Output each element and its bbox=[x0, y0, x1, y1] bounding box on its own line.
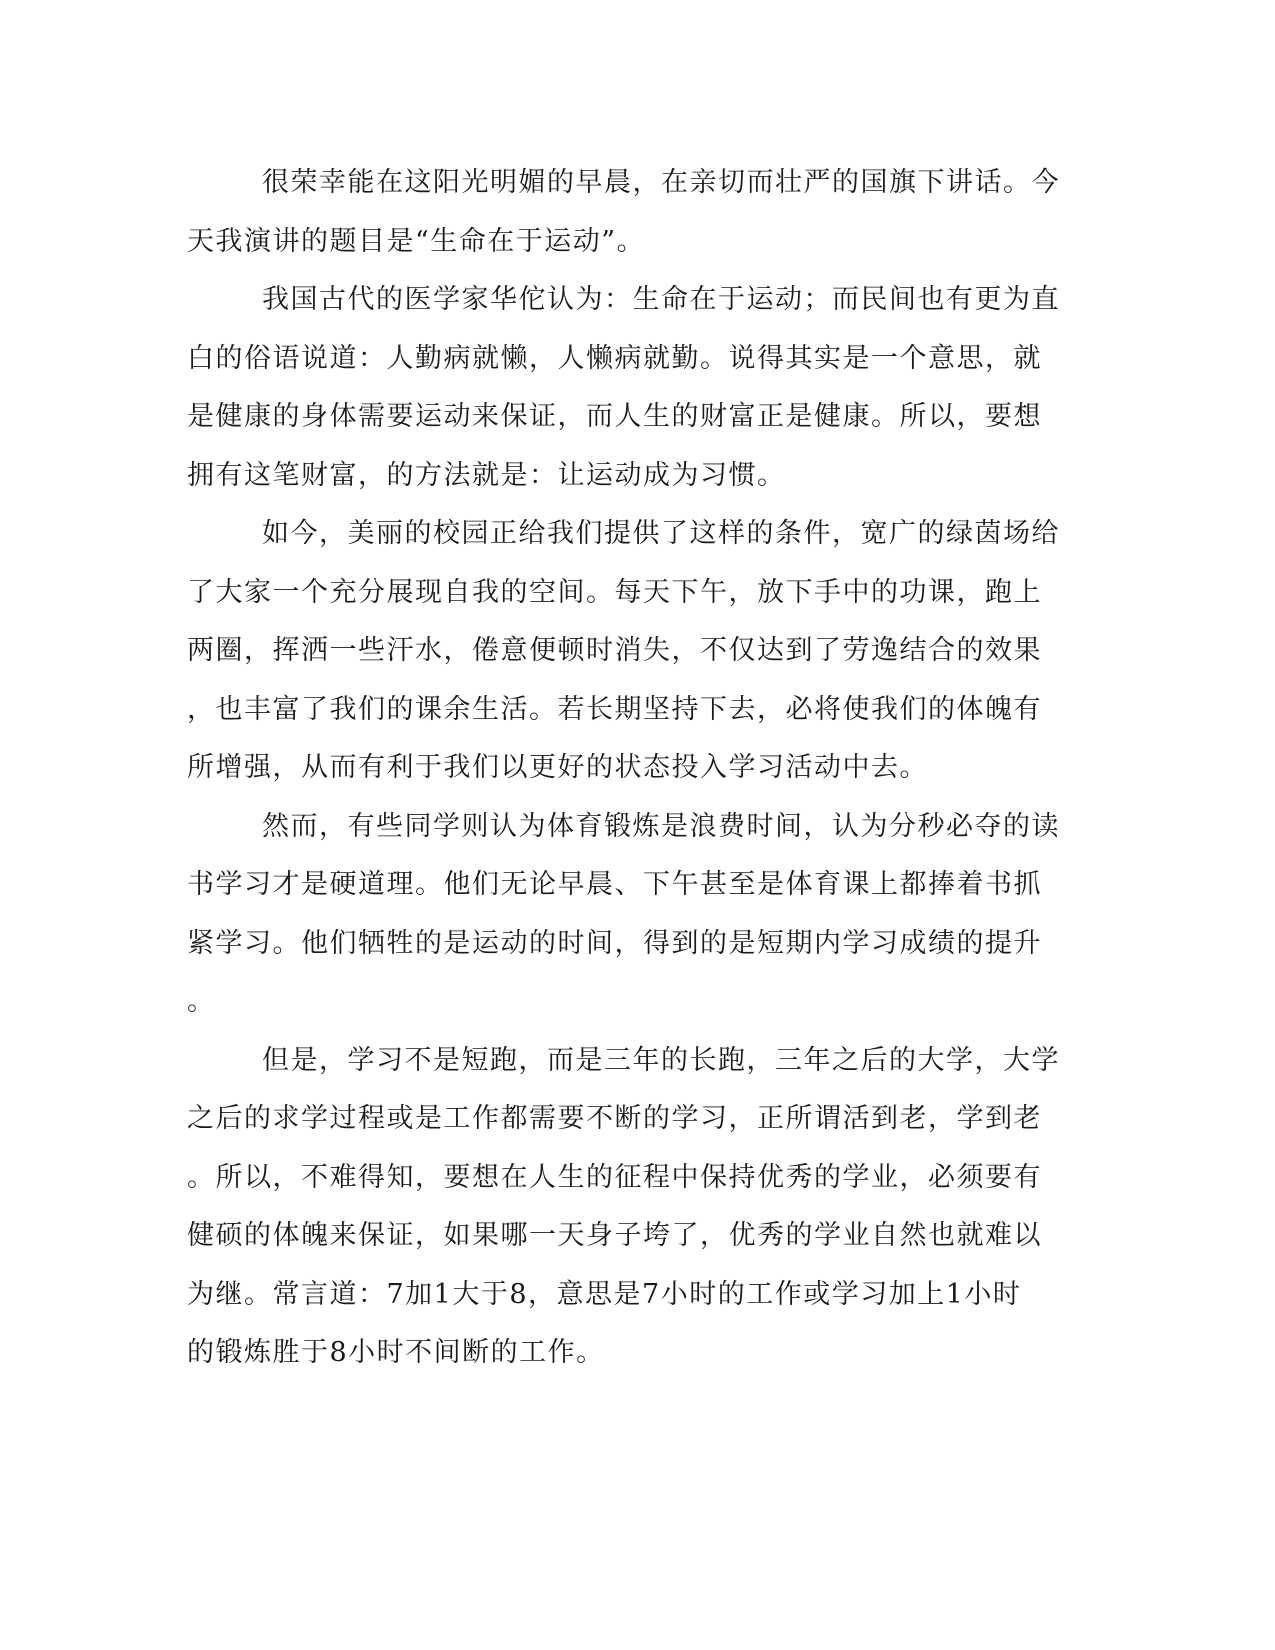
paragraph-4-line-3: 紧学习。他们牺牲的是运动的时间，得到的是短期内学习成绩的提升 bbox=[187, 928, 1042, 959]
paragraph-3-line-1: 如今，美丽的校园正给我们提供了这样的条件，宽广的绿茵场给 bbox=[262, 518, 1060, 549]
paragraph-2-line-4: 拥有这笔财富，的方法就是：让运动成为习惯。 bbox=[187, 460, 786, 491]
paragraph-3-line-5: 所增强，从而有利于我们以更好的状态投入学习活动中去。 bbox=[187, 752, 928, 783]
paragraph-4-line-2: 书学习才是硬道理。他们无论早晨、下午甚至是体育课上都捧着书抓 bbox=[187, 869, 1042, 900]
paragraph-3-line-3: 两圈，挥洒一些汗水，倦意便顿时消失，不仅达到了劳逸结合的效果 bbox=[187, 635, 1042, 666]
paragraph-1-line-1: 很荣幸能在这阳光明媚的早晨，在亲切而壮严的国旗下讲话。今 bbox=[262, 167, 1060, 198]
paragraph-3-line-2: 了大家一个充分展现自我的空间。每天下午，放下手中的功课，跑上 bbox=[187, 577, 1042, 608]
paragraph-5-line-1: 但是，学习不是短跑，而是三年的长跑，三年之后的大学，大学 bbox=[262, 1045, 1060, 1076]
paragraph-2-line-1: 我国古代的医学家华佗认为：生命在于运动；而民间也有更为直 bbox=[262, 284, 1060, 315]
paragraph-5-line-5: 为继。常言道：7加1大于8，意思是7小时的工作或学习加上1小时 bbox=[187, 1279, 1022, 1310]
paragraph-5-line-4: 健硕的体魄来保证，如果哪一天身子垮了，优秀的学业自然也就难以 bbox=[187, 1220, 1042, 1251]
paragraph-3-line-4: ，也丰富了我们的课余生活。若长期坚持下去，必将使我们的体魄有 bbox=[187, 694, 1042, 725]
paragraph-5-line-6: 的锻炼胜于8小时不间断的工作。 bbox=[187, 1337, 605, 1368]
paragraph-4-line-4: 。 bbox=[187, 986, 216, 1017]
paragraph-1-line-2: 天我演讲的题目是“生命在于运动”。 bbox=[187, 226, 646, 257]
paragraph-2-line-2: 白的俗语说道：人勤病就懒，人懒病就勤。说得其实是一个意思，就 bbox=[187, 343, 1042, 374]
paragraph-5-line-3: 。所以，不难得知，要想在人生的征程中保持优秀的学业，必须要有 bbox=[187, 1162, 1042, 1193]
paragraph-5-line-2: 之后的求学过程或是工作都需要不断的学习，正所谓活到老，学到老 bbox=[187, 1103, 1042, 1134]
paragraph-2-line-3: 是健康的身体需要运动来保证，而人生的财富正是健康。所以，要想 bbox=[187, 401, 1042, 432]
paragraph-4-line-1: 然而，有些同学则认为体育锻炼是浪费时间，认为分秒必夺的读 bbox=[262, 811, 1060, 842]
